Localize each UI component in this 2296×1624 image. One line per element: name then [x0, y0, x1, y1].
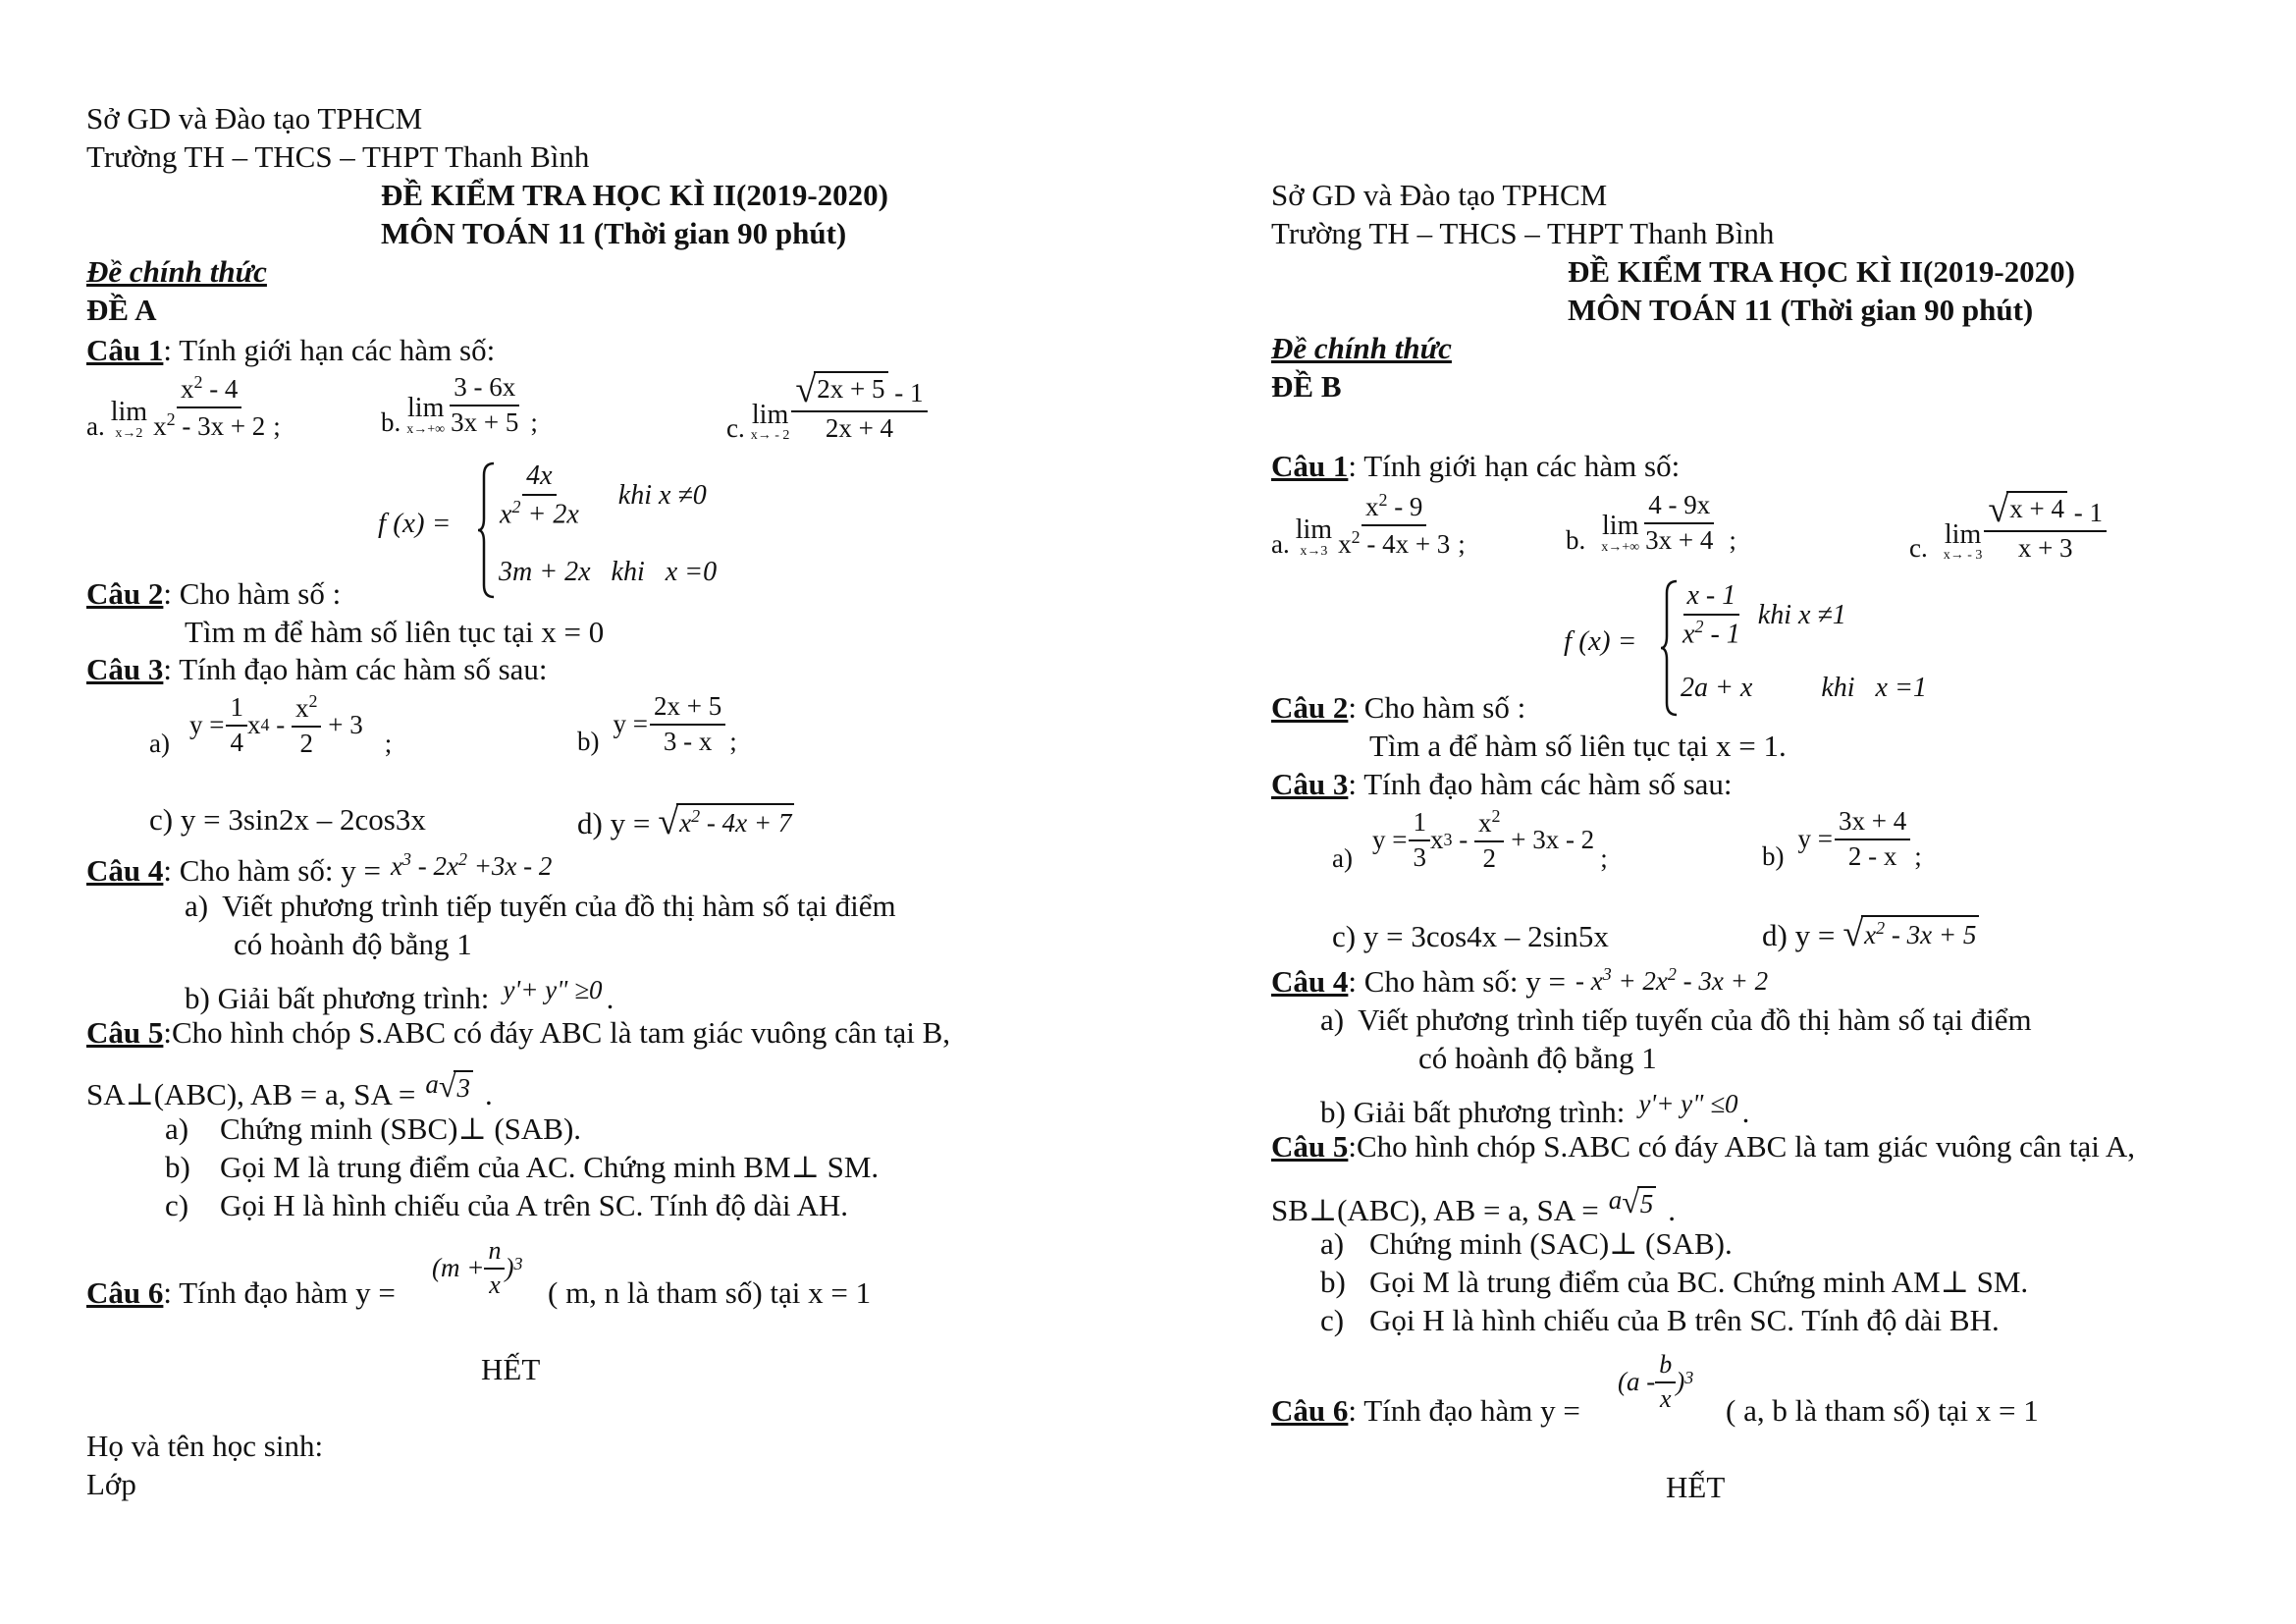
question-3: [1271, 768, 1733, 801]
question-5-line2: SB⊥(ABC), AB = a, SA = a √ 5 .: [1271, 1184, 1677, 1227]
q4-b: b) Giải bất phương trình: y'+ y" ≥0 .: [185, 975, 614, 1015]
limit-symbol: lim x→2: [110, 397, 148, 441]
q5-item-a: a) Chứng minh (SAC)⊥ (SAB).: [1320, 1226, 1733, 1261]
q4-a: a) Viết phương trình tiếp tuyến của đồ thị hàm số tại điểm: [1320, 1002, 2032, 1037]
subject-title: MÔN TOÁN 11 (Thời gian 90 phút): [1568, 293, 2034, 327]
question-2-label: Câu 2: [1271, 690, 1349, 725]
left-brace: [476, 461, 496, 599]
limit-symbol: lim x→3: [1295, 514, 1333, 559]
q3-d-expression: d) y = √ $x^2 - 3x + 5$: [1762, 915, 1979, 952]
question-5-label: Câu 5: [1271, 1129, 1349, 1164]
sqrt-symbol: √ 3: [439, 1070, 473, 1104]
q1-b-prefix: b.: [381, 406, 401, 437]
limit-symbol: lim x→ - 2: [750, 399, 790, 444]
q1-b-expression: b. lim x→+∞ $\frac{4 - 9x}{3x + 4}$ ;: [1566, 490, 1736, 555]
question-2-task: Tìm a để hàm số liên tục tại x = 1.: [1369, 729, 1787, 763]
q6-expression: (m + $\frac{n}{x}$ ) 3: [432, 1236, 523, 1299]
q2-case-2: 2a + x khi x =1: [1681, 673, 1927, 703]
q3-c-expression: c) y = 3cos4x – 2sin5x: [1332, 919, 1609, 953]
exam-code: ĐỀ A: [86, 293, 157, 327]
q5-item-c: c) Gọi H là hình chiếu của A trên SC. Tính độ dài AH.: [165, 1188, 849, 1222]
subject-title: MÔN TOÁN 11 (Thời gian 90 phút): [381, 216, 847, 250]
question-1-label: Câu 1: [1271, 449, 1349, 483]
q3-a-expression: a) y = $\frac{1}{4}$ x 4 - $\frac{x^2}{2}$ + 3 ;: [149, 691, 393, 758]
question-5-line2: SA⊥(ABC), AB = a, SA = a √ 3 .: [86, 1068, 493, 1111]
question-5: [86, 1016, 950, 1050]
q3-b-expression: b) y = $\frac{2x + 5}{3 - x}$ ;: [577, 691, 737, 756]
q3-d-expression: d) y = √ $x^2 - 4x + 7$: [577, 803, 794, 840]
q4-function: - $x^3 + 2x^2 - 3x + 2$: [1575, 964, 1769, 997]
q2-case-2: 3m + 2x khi x =0: [499, 557, 718, 587]
question-6-text: : Tính đạo hàm y =: [163, 1275, 396, 1310]
question-6-label: Câu 6: [1271, 1393, 1349, 1428]
q5-item-a: a) Chứng minh (SBC)⊥ (SAB).: [165, 1111, 582, 1146]
sqrt-symbol: √ 5: [1622, 1186, 1656, 1219]
q2-case-1: $\frac{x - 1}{x^2 - 1}$ khi x ≠1: [1682, 580, 1846, 650]
question-4: [1271, 965, 1768, 999]
q6-parameters: ( a, b là tham số) tại x = 1: [1726, 1393, 2039, 1428]
question-6: [86, 1276, 396, 1310]
school-name: Trường TH – THCS – THPT Thanh Bình: [1271, 216, 1775, 250]
q6-parameters: ( m, n là tham số) tại x = 1: [548, 1275, 872, 1310]
q3-c-expression: c) y = 3sin2x – 2cos3x: [149, 802, 426, 837]
q1-c-fraction: √ 2x + 5 - 1 2x + 4: [791, 371, 927, 444]
q4-a-line2: có hoành độ bằng 1: [234, 927, 472, 961]
q6-expression: (a - $\frac{b}{x}$ ) 3: [1618, 1350, 1694, 1413]
question-4-text: : Cho hàm số: y =: [1348, 964, 1566, 999]
q1-c-expression: c. lim x→ - 3 √ x + 4 - 1 x + 3: [1909, 491, 2107, 564]
question-3-text: : Tính đạo hàm các hàm số sau:: [1348, 767, 1733, 801]
question-5: [1271, 1130, 2135, 1164]
class-label: Lớp: [86, 1467, 136, 1501]
question-2-text: : Cho hàm số :: [163, 576, 342, 611]
question-1-text: : Tính giới hạn các hàm số:: [163, 333, 496, 367]
left-brace: [1659, 579, 1679, 717]
exam-title: ĐỀ KIỂM TRA HỌC KÌ II(2019-2020): [1568, 254, 2075, 289]
limit-symbol: lim x→ - 3: [1943, 518, 1983, 564]
dept-name: Sở GD và Đào tạo TPHCM: [86, 101, 423, 135]
question-2: [1271, 691, 1525, 725]
student-name-label: Họ và tên học sinh:: [86, 1429, 324, 1463]
question-6-text: : Tính đạo hàm y =: [1348, 1393, 1580, 1428]
official-label: Đề chính thức: [86, 254, 267, 289]
end-marker: HẾT: [1666, 1470, 1726, 1504]
official-label: Đề chính thức: [1271, 331, 1452, 365]
q1-b-fraction: $\frac{4 - 9x}{3x + 4}$: [1645, 490, 1714, 555]
question-4-label: Câu 4: [86, 852, 164, 888]
q3-a-expression: a) y = $\frac{1}{3}$ x 3 - $\frac{x^2}{2}$ + 3x - 2 ;: [1332, 806, 1608, 873]
question-2: [86, 577, 341, 611]
q1-a-expression: a. lim x→3 $\frac{x^2 - 9}{x^2 - 4x + 3}$ ;: [1271, 490, 1466, 559]
question-4-label: Câu 4: [1271, 964, 1349, 999]
question-4-text: : Cho hàm số: y =: [163, 852, 381, 888]
question-4: [86, 850, 552, 888]
sqrt-symbol: √ $x^2 - 4x + 7$: [658, 803, 794, 840]
q4-function: $x^3 - 2x^2 +3x - 2$: [390, 849, 553, 881]
q2-case-1: $\frac{4x}{x^2 + 2x}$ khi x ≠0: [500, 460, 707, 530]
question-2-text: : Cho hàm số :: [1348, 690, 1526, 725]
question-2-task: Tìm m để hàm số liên tục tại x = 0: [185, 615, 605, 649]
question-3-text: : Tính đạo hàm các hàm số sau:: [163, 652, 548, 686]
q4-a: a) Viết phương trình tiếp tuyến của đồ thị hàm số tại điểm: [185, 889, 896, 923]
question-6-label: Câu 6: [86, 1275, 164, 1310]
q2-fx: f (x) =: [1564, 625, 1637, 657]
question-1: [1271, 450, 1680, 483]
q3-b-expression: b) y = $\frac{3x + 4}{2 - x}$ ;: [1762, 806, 1922, 871]
limit-symbol: lim x→+∞: [406, 393, 446, 437]
q1-a-fraction: $\frac{x^2 - 9}{x^2 - 4x + 3}$: [1338, 490, 1451, 559]
q1-b-expression: b. lim x→+∞ $\frac{3 - 6x}{3x + 5}$ ;: [381, 372, 538, 437]
question-5-label: Câu 5: [86, 1015, 164, 1050]
q1-a-fraction: $\frac{x^2 - 4}{x^2 - 3x + 2}$: [153, 372, 266, 441]
q1-b-fraction: $\frac{3 - 6x}{3x + 5}$: [451, 372, 519, 437]
q1-c-expression: [726, 371, 928, 444]
q5-item-c: c) Gọi H là hình chiếu của B trên SC. Tính độ dài BH.: [1320, 1303, 2000, 1337]
q1-a-expression: a. lim x→2 $\frac{x^2 - 4}{x^2 - 3x + 2}$ ;: [86, 372, 281, 441]
q5-item-b: b) Gọi M là trung điểm của BC. Chứng minh AM⊥ SM.: [1320, 1265, 2029, 1299]
limit-symbol: lim x→+∞: [1601, 511, 1640, 555]
question-3: [86, 653, 548, 686]
q1-c-fraction: √ x + 4 - 1 x + 3: [1984, 491, 2107, 564]
q5-item-b: b) Gọi M là trung điểm của AC. Chứng minh BM⊥ SM.: [165, 1150, 880, 1184]
exam-title: ĐỀ KIỂM TRA HỌC KÌ II(2019-2020): [381, 178, 888, 212]
dept-name: Sở GD và Đào tạo TPHCM: [1271, 178, 1608, 212]
q2-fx: f (x) =: [378, 508, 452, 539]
question-6: [1271, 1394, 1580, 1428]
question-1: [86, 334, 495, 367]
school-name: Trường TH – THCS – THPT Thanh Bình: [86, 139, 590, 174]
q1-a-prefix: a.: [86, 410, 105, 441]
q4-b: b) Giải bất phương trình: y'+ y" ≤0 .: [1320, 1089, 1750, 1129]
q4-a-line2: có hoành độ bằng 1: [1418, 1041, 1657, 1075]
question-2-label: Câu 2: [86, 576, 164, 611]
question-1-label: Câu 1: [86, 333, 164, 367]
sqrt-symbol: √ x + 4: [1988, 491, 2067, 528]
sqrt-symbol: √ $x^2 - 3x + 5$: [1842, 915, 1979, 952]
question-5-text: :Cho hình chóp S.ABC có đáy ABC là tam giác vuông cân tại A,: [1348, 1129, 2136, 1164]
question-1-text: : Tính giới hạn các hàm số:: [1348, 449, 1681, 483]
exam-code: ĐỀ B: [1271, 369, 1342, 404]
question-5-text: :Cho hình chóp S.ABC có đáy ABC là tam giác vuông cân tại B,: [163, 1015, 951, 1050]
question-3-label: Câu 3: [1271, 767, 1349, 801]
end-marker: HẾT: [481, 1352, 541, 1386]
sqrt-symbol: √ 2x + 5: [795, 371, 887, 408]
q1-c-prefix: c.: [726, 413, 745, 443]
question-3-label: Câu 3: [86, 652, 164, 686]
